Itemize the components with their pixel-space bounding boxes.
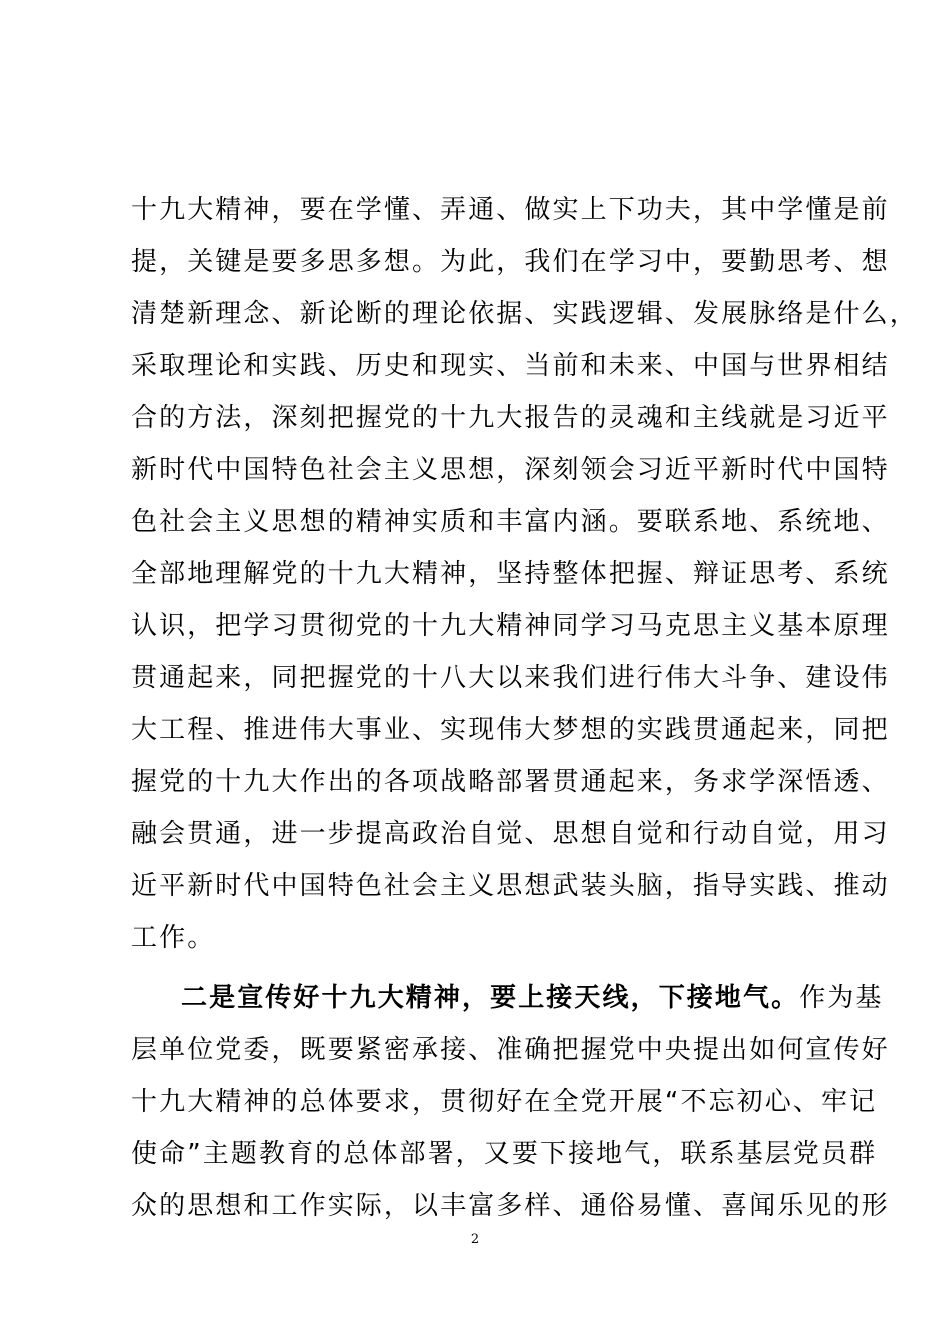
- page-number: 2: [470, 1232, 480, 1247]
- text-line: 认识，把学习贯彻党的十九大精神同学习马克思主义基本原理: [131, 611, 890, 641]
- paragraph-gap: [131, 964, 831, 972]
- text-line: 握党的十九大作出的各项战略部署贯通起来，务求学深悟透、: [131, 767, 890, 797]
- text-line: 色社会主义思想的精神实质和丰富内涵。要联系地、系统地、: [131, 507, 890, 537]
- text-line: 全部地理解党的十九大精神，坚持整体把握、辩证思考、系统: [131, 559, 890, 589]
- body-text: [131, 184, 918, 1232]
- text-line: 提，关键是要多思多想。为此，我们在学习中，要勤思考、想: [131, 247, 890, 277]
- text-line: 大工程、推进伟大事业、实现伟大梦想的实践贯通起来，同把: [131, 715, 890, 745]
- text-line: 融会贯通，进一步提高政治自觉、思想自觉和行动自觉，用习: [131, 819, 890, 849]
- text-run: 作为基: [799, 983, 884, 1013]
- text-line: 十九大精神的总体要求，贯彻好在全党开展“不忘初心、牢记: [131, 1087, 878, 1117]
- text-line: 众的思想和工作实际，以丰富多样、通俗易懂、喜闻乐见的形: [131, 1191, 890, 1221]
- text-line: 新时代中国特色社会主义思想，深刻领会习近平新时代中国特: [131, 455, 890, 485]
- text-line: 清楚新理念、新论断的理论依据、实践逻辑、发展脉络是什么，: [131, 299, 918, 329]
- paragraph-first-line: [131, 972, 884, 1024]
- text-line: 合的方法，深刻把握党的十九大报告的灵魂和主线就是习近平: [131, 403, 890, 433]
- text-line: 贯通起来，同把握党的十八大以来我们进行伟大斗争、建设伟: [131, 663, 890, 693]
- text-line: 使命”主题教育的总体部署，又要下接地气，联系基层党员群: [131, 1139, 878, 1169]
- text-line: 工作。: [131, 923, 216, 953]
- text-line: 十九大精神，要在学懂、弄通、做实上下功夫，其中学懂是前: [131, 195, 890, 225]
- text-line: 近平新时代中国特色社会主义思想武装头脑，指导实践、推动: [131, 871, 890, 901]
- paragraph-heading: 二是宣传好十九大精神，要上接天线，下接地气。: [181, 983, 800, 1013]
- text-line: 层单位党委，既要紧密承接、准确把握党中央提出如何宣传好: [131, 1035, 890, 1065]
- text-line: 采取理论和实践、历史和现实、当前和未来、中国与世界相结: [131, 351, 890, 381]
